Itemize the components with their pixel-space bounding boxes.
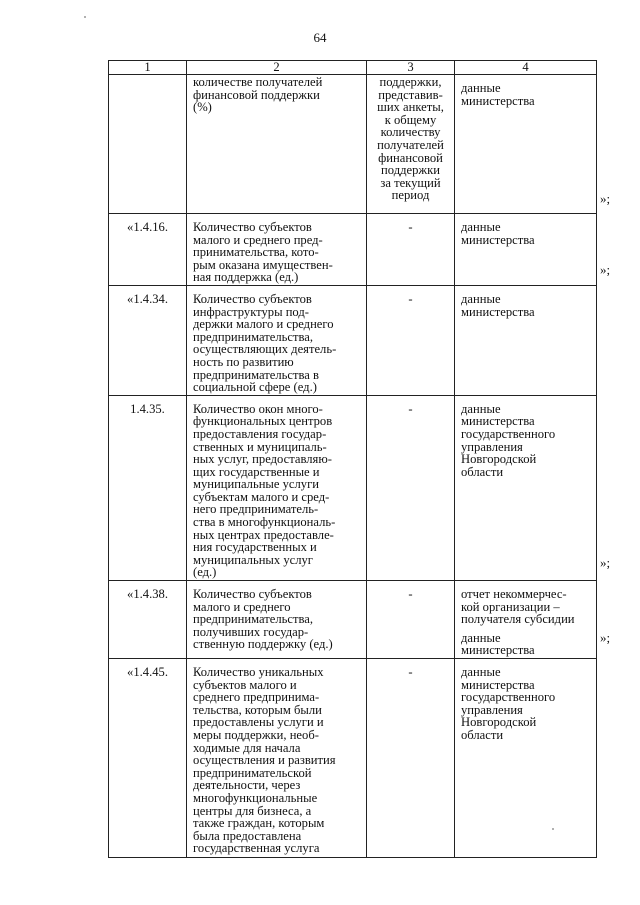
header-col-2: 2 — [187, 61, 367, 75]
indicator-name: Количество субъектов инфраструктуры под- держки малого и среднего предпринимательства, осуществляющих деятель- ность по развитию предпринимательства в социальной сфере (ед.) — [187, 285, 367, 395]
indicator-number: «1.4.34. — [109, 285, 187, 395]
indicator-name: Количество субъектов малого и среднего пред- принимательства, кото- рым оказана имуществен- ная поддержка (ед.) — [187, 214, 367, 286]
table-row — [109, 285, 597, 395]
indicator-formula: поддержки, представив- ших анкеты, к общему количеству получателей финансовой поддержки за текущий период — [367, 75, 455, 214]
indicator-name: Количество субъектов малого и среднего предпринимательства, получивших государ- ственную поддержку (ед.) — [187, 581, 367, 659]
indicator-formula: - — [367, 395, 455, 580]
indicators-table — [108, 60, 597, 858]
indicator-name: количестве получателей финансовой поддержки (%) — [187, 75, 367, 214]
indicator-name: Количество уникальных субъектов малого и среднего предпринима- тельства, которым были предоставлены услуги и меры поддержки, необ- ходимые для начала осуществления и развития предпринимательской деятельности, через многофункциональные центры для бизнеса, а также граждан, которым была предоставлена государственная услуга — [187, 659, 367, 858]
indicator-number: «1.4.38. — [109, 581, 187, 659]
row-closing-mark: »; — [600, 555, 611, 570]
table-row — [109, 659, 597, 858]
indicator-formula: - — [367, 214, 455, 286]
indicator-source: данные министерства государственного управления Новгородской области — [455, 395, 597, 580]
indicator-source: данные министерства — [455, 75, 597, 214]
row-closing-mark: »; — [600, 191, 611, 206]
table-row — [109, 581, 597, 659]
indicator-source: отчет некоммерчес- кой организации – получателя субсидии данные министерства — [455, 581, 597, 659]
indicator-number — [109, 75, 187, 214]
table-row — [109, 395, 597, 580]
indicator-formula: - — [367, 581, 455, 659]
row-closing-mark: »; — [600, 262, 611, 277]
table-row — [109, 75, 597, 214]
header-col-3: 3 — [367, 61, 455, 75]
table-row — [109, 214, 597, 286]
header-col-1: 1 — [109, 61, 187, 75]
indicator-source: данные министерства — [455, 214, 597, 286]
indicator-formula: - — [367, 659, 455, 858]
row-closing-mark: »; — [600, 630, 611, 645]
indicator-source: данные министерства — [455, 285, 597, 395]
table-header-row — [109, 61, 597, 75]
indicator-number: «1.4.16. — [109, 214, 187, 286]
indicator-number: 1.4.35. — [109, 395, 187, 580]
indicator-source: данные министерства государственного управления Новгородской области — [455, 659, 597, 858]
indicator-number: «1.4.45. — [109, 659, 187, 858]
indicator-formula: - — [367, 285, 455, 395]
page-number: 64 — [313, 30, 327, 45]
header-col-4: 4 — [455, 61, 597, 75]
scan-speck — [84, 16, 86, 18]
indicator-name: Количество окон много- функциональных центров предоставления государ- ственных и муниципаль- ных услуг, предоставляю- щих государственные и муниципальные услуги субъектам малого и сред- него предприниматель- ства в многофункциональ- ных центрах предоставле- ния государственных и муниципальных услуг (ед.) — [187, 395, 367, 580]
